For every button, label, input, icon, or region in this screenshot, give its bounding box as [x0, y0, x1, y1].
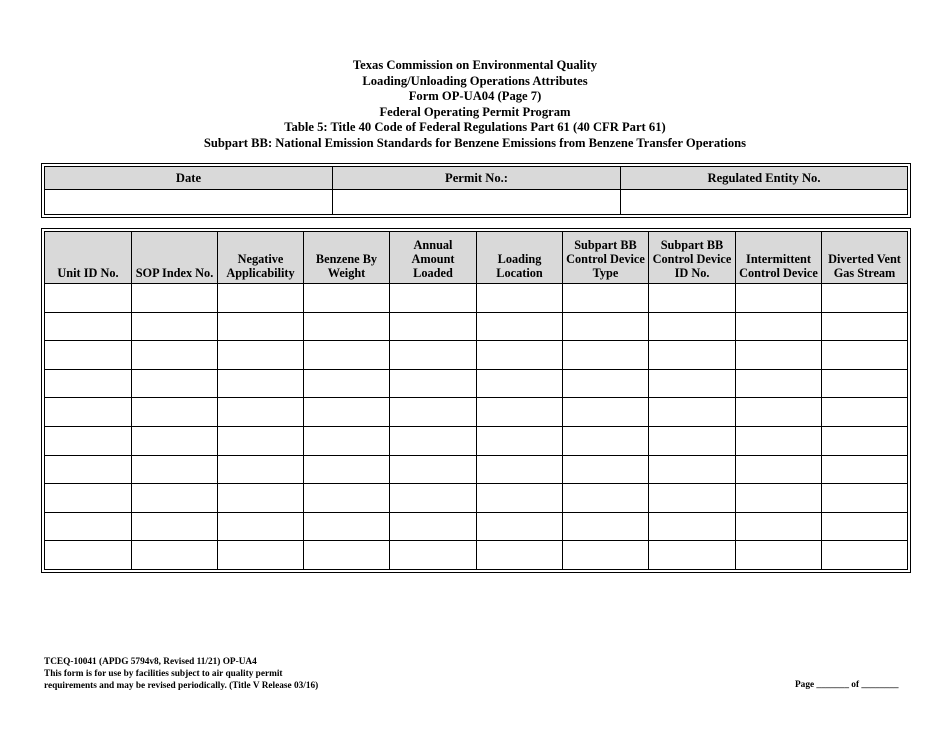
operations-table	[44, 231, 908, 570]
entry-cell[interactable]	[304, 512, 390, 541]
entry-cell[interactable]	[649, 369, 736, 398]
diverted-vent-gas-stream-header: Diverted Vent Gas Stream	[822, 232, 908, 284]
entry-cell[interactable]	[304, 426, 390, 455]
usage-note-line2: requirements and may be revised periodically. (Title V Release 03/16)	[44, 681, 319, 692]
operations-table-body	[45, 284, 908, 570]
entry-cell[interactable]	[736, 312, 822, 341]
entry-cell[interactable]	[132, 398, 218, 427]
entry-cell[interactable]	[477, 312, 563, 341]
entry-cell[interactable]	[822, 398, 908, 427]
entry-cell[interactable]	[304, 455, 390, 484]
entry-cell[interactable]	[45, 341, 132, 370]
entry-cell[interactable]	[563, 455, 649, 484]
entry-cell[interactable]	[45, 455, 132, 484]
table-row	[45, 284, 908, 313]
entry-cell[interactable]	[218, 484, 304, 513]
entry-cell[interactable]	[477, 426, 563, 455]
entry-cell[interactable]	[390, 398, 477, 427]
form-number: Form OP-UA04 (Page 7)	[408, 89, 542, 103]
entry-cell[interactable]	[390, 512, 477, 541]
entry-cell[interactable]	[822, 369, 908, 398]
entry-cell[interactable]	[649, 512, 736, 541]
entry-cell[interactable]	[390, 426, 477, 455]
agency-title: Texas Commission on Environmental Quality	[352, 58, 598, 72]
control-device-type-header: Subpart BB Control Device Type	[563, 232, 649, 284]
entry-cell[interactable]	[736, 426, 822, 455]
subpart-title: Subpart BB: National Emission Standards for Benzene Emissions from Benzene Transfer Operations	[203, 135, 747, 150]
table-row	[45, 369, 908, 398]
entry-cell[interactable]	[477, 398, 563, 427]
table-row	[45, 455, 908, 484]
permit-no-header: Permit No.:	[333, 167, 621, 190]
entry-cell[interactable]	[390, 541, 477, 570]
entry-cell[interactable]	[132, 455, 218, 484]
entry-cell[interactable]	[649, 341, 736, 370]
entity-info-table	[44, 166, 908, 215]
entry-cell[interactable]	[477, 369, 563, 398]
entry-cell[interactable]	[649, 541, 736, 570]
entry-cell[interactable]	[563, 284, 649, 313]
entry-cell[interactable]	[218, 426, 304, 455]
entry-cell[interactable]	[218, 284, 304, 313]
entry-cell[interactable]	[563, 341, 649, 370]
entry-cell[interactable]	[390, 455, 477, 484]
regulated-entity-field[interactable]	[621, 190, 908, 215]
entry-cell[interactable]	[45, 541, 132, 570]
entry-cell[interactable]	[736, 512, 822, 541]
entry-cell[interactable]	[304, 284, 390, 313]
entry-cell[interactable]	[736, 455, 822, 484]
entry-cell[interactable]	[736, 369, 822, 398]
entry-cell[interactable]	[736, 541, 822, 570]
form-header	[0, 58, 950, 151]
entry-cell[interactable]	[822, 455, 908, 484]
entry-cell[interactable]	[477, 455, 563, 484]
entry-cell[interactable]	[822, 426, 908, 455]
entry-cell[interactable]	[218, 369, 304, 398]
entry-cell[interactable]	[132, 284, 218, 313]
date-header: Date	[45, 167, 333, 190]
usage-note-line1: This form is for use by facilities subject to air quality permit	[44, 669, 283, 680]
entry-cell[interactable]	[477, 541, 563, 570]
entry-cell[interactable]	[45, 512, 132, 541]
table-title: Table 5: Title 40 Code of Federal Regulations Part 61 (40 CFR Part 61)	[284, 120, 666, 134]
form-footer	[44, 656, 318, 693]
entry-cell[interactable]	[563, 312, 649, 341]
control-device-id-header: Subpart BB Control Device ID No.	[649, 232, 736, 284]
entry-cell[interactable]	[304, 541, 390, 570]
entry-cell[interactable]	[649, 284, 736, 313]
permit-no-field[interactable]	[333, 190, 621, 215]
entry-cell[interactable]	[132, 484, 218, 513]
entry-cell[interactable]	[45, 426, 132, 455]
entry-cell[interactable]	[822, 541, 908, 570]
entry-cell[interactable]	[45, 398, 132, 427]
entry-cell[interactable]	[218, 455, 304, 484]
entry-cell[interactable]	[822, 341, 908, 370]
page-number: Page _______ of ________	[795, 680, 899, 690]
table-row	[45, 312, 908, 341]
entry-cell[interactable]	[649, 455, 736, 484]
entry-cell[interactable]	[304, 398, 390, 427]
table-row	[45, 512, 908, 541]
annual-amount-loaded-header: Annual Amount Loaded	[390, 232, 477, 284]
loading-location-header: Loading Location	[477, 232, 563, 284]
table-row	[45, 484, 908, 513]
entry-cell[interactable]	[477, 284, 563, 313]
unit-id-header: Unit ID No.	[45, 232, 132, 284]
entry-cell[interactable]	[218, 341, 304, 370]
entry-cell[interactable]	[649, 398, 736, 427]
entry-cell[interactable]	[736, 341, 822, 370]
sop-index-header: SOP Index No.	[132, 232, 218, 284]
entry-cell[interactable]	[390, 284, 477, 313]
entry-cell[interactable]	[649, 426, 736, 455]
entry-cell[interactable]	[218, 512, 304, 541]
table-row	[45, 341, 908, 370]
entry-cell[interactable]	[218, 398, 304, 427]
entry-cell[interactable]	[304, 312, 390, 341]
entry-cell[interactable]	[822, 284, 908, 313]
entry-cell[interactable]	[132, 341, 218, 370]
entry-cell[interactable]	[649, 484, 736, 513]
entity-info-row	[45, 190, 908, 215]
entry-cell[interactable]	[45, 312, 132, 341]
entry-cell[interactable]	[822, 512, 908, 541]
entry-cell[interactable]	[390, 369, 477, 398]
entry-cell[interactable]	[390, 312, 477, 341]
form-revision: TCEQ-10041 (APDG 5794v8, Revised 11/21) OP-UA4	[44, 657, 257, 667]
entry-cell[interactable]	[563, 512, 649, 541]
entry-cell[interactable]	[45, 284, 132, 313]
entry-cell[interactable]	[477, 512, 563, 541]
date-field[interactable]	[45, 190, 333, 215]
entry-cell[interactable]	[822, 312, 908, 341]
entry-cell[interactable]	[132, 512, 218, 541]
entry-cell[interactable]	[218, 312, 304, 341]
entry-cell[interactable]	[477, 484, 563, 513]
intermittent-control-device-header: Intermittent Control Device	[736, 232, 822, 284]
entry-cell[interactable]	[304, 484, 390, 513]
entry-cell[interactable]	[304, 369, 390, 398]
entry-cell[interactable]	[45, 369, 132, 398]
entry-cell[interactable]	[736, 398, 822, 427]
entry-cell[interactable]	[132, 426, 218, 455]
entry-cell[interactable]	[563, 541, 649, 570]
entry-cell[interactable]	[563, 426, 649, 455]
entry-cell[interactable]	[649, 312, 736, 341]
program-title: Federal Operating Permit Program	[379, 104, 571, 119]
entry-cell[interactable]	[304, 341, 390, 370]
entry-cell[interactable]	[45, 484, 132, 513]
entry-cell[interactable]	[132, 312, 218, 341]
benzene-by-weight-header: Benzene By Weight	[304, 232, 390, 284]
entry-cell[interactable]	[736, 484, 822, 513]
regulated-entity-header: Regulated Entity No.	[621, 167, 908, 190]
entry-cell[interactable]	[736, 284, 822, 313]
entry-cell[interactable]	[563, 398, 649, 427]
entry-cell[interactable]	[390, 341, 477, 370]
entry-cell[interactable]	[132, 369, 218, 398]
entry-cell[interactable]	[563, 369, 649, 398]
operations-header-row	[45, 232, 908, 284]
entry-cell[interactable]	[390, 484, 477, 513]
entry-cell[interactable]	[218, 541, 304, 570]
entry-cell[interactable]	[563, 484, 649, 513]
table-row	[45, 426, 908, 455]
entry-cell[interactable]	[132, 541, 218, 570]
table-row	[45, 541, 908, 570]
entry-cell[interactable]	[477, 341, 563, 370]
negative-applicability-header: Negative Applicability	[218, 232, 304, 284]
table-row	[45, 398, 908, 427]
entry-cell[interactable]	[822, 484, 908, 513]
form-subject: Loading/Unloading Operations Attributes	[362, 73, 588, 88]
